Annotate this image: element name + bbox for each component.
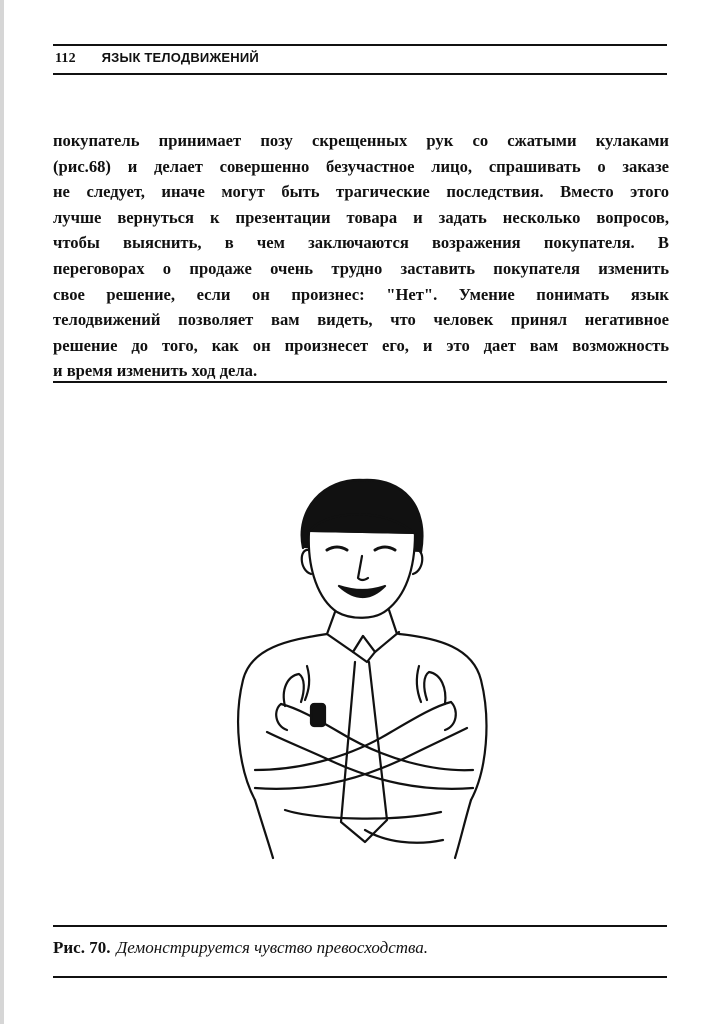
page-edge-shadow — [0, 0, 4, 1024]
text-line: покупатель принимает позу скрещенных рук со сжатыми кулаками — [53, 131, 669, 150]
text-line: телодвижений позволяет вам видеть, что человек принял негативное — [53, 310, 669, 330]
text-line: решение до того, как он произнесет его, и это дает вам возможность — [53, 335, 669, 355]
figure-caption — [53, 938, 669, 958]
man-arms-crossed-icon — [215, 470, 515, 860]
figure-illustration — [215, 470, 515, 860]
text-line: лучше вернуться к презентации товара и задать несколько вопросов, — [53, 207, 669, 227]
page-number: 112 — [55, 51, 76, 66]
text-line: переговорах о продаже очень трудно заставить покупателя изменить — [53, 258, 669, 278]
running-header — [55, 50, 665, 67]
text-line: и время изменить ход дела. — [53, 361, 258, 381]
body-paragraph — [53, 128, 669, 384]
caption-label: Рис. 70. — [53, 938, 111, 957]
caption-text: Демонстрируется чувство превосходства. — [116, 938, 429, 957]
text-line: (рис.68) и делает совершенно безучастное лицо, спрашивать о заказе — [53, 156, 669, 176]
header-bottom-rule — [53, 73, 667, 75]
header-top-rule — [53, 44, 667, 46]
caption-bottom-rule — [53, 976, 667, 978]
text-line: свое решение, если он произнес: "Нет". Умение понимать язык — [53, 284, 669, 304]
text-line: не следует, иначе могут быть трагические последствия. Вместо этого — [53, 182, 669, 202]
text-line: чтобы выяснить, в чем заключаются возражения покупателя. В — [53, 233, 669, 253]
section-divider-rule — [53, 381, 667, 383]
running-title: ЯЗЫК ТЕЛОДВИЖЕНИЙ — [101, 50, 259, 65]
caption-top-rule — [53, 925, 667, 927]
